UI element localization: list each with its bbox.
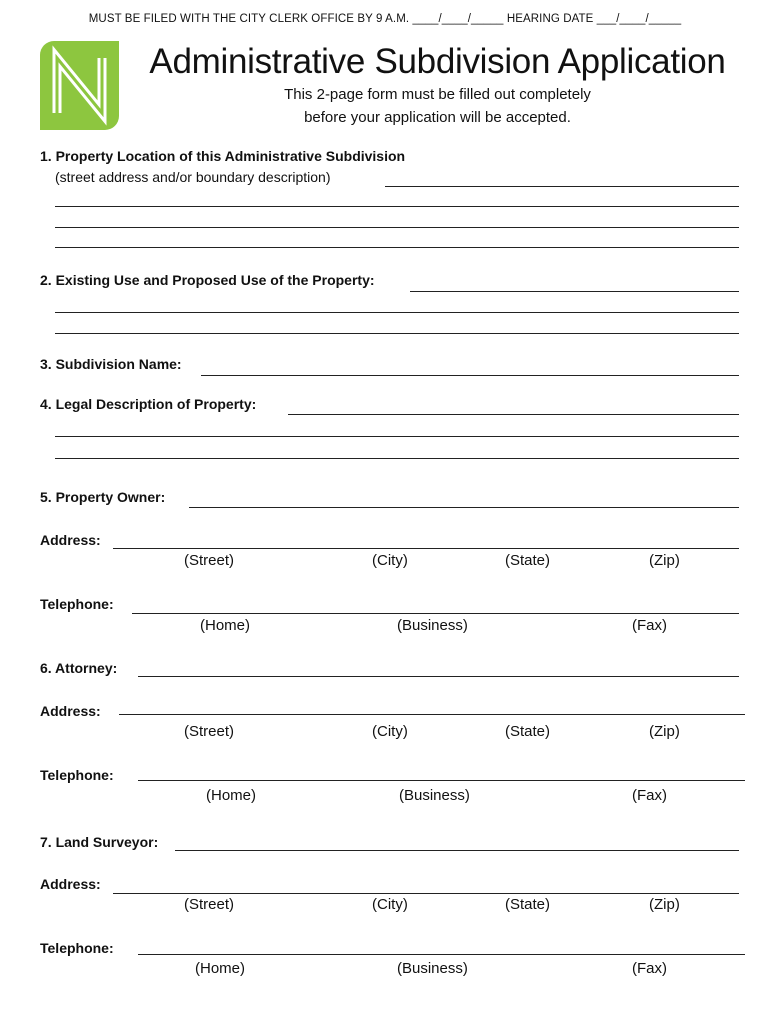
property-location-field-line-4[interactable] [55, 247, 739, 248]
n-letter-logo-icon [40, 41, 119, 130]
property-location-sublabel: (street address and/or boundary description) [55, 169, 331, 185]
surveyor-telephone-label: Telephone: [40, 940, 114, 956]
legal-description-label: 4. Legal Description of Property: [40, 396, 257, 412]
attorney-label: 6. Attorney: [40, 660, 118, 676]
attorney-telephone-field[interactable] [138, 780, 745, 781]
land-surveyor-label: 7. Land Surveyor: [40, 834, 159, 850]
property-owner-label: 5. Property Owner: [40, 489, 166, 505]
owner-city-caption: (City) [372, 552, 408, 569]
surveyor-address-field[interactable] [113, 893, 739, 894]
attorney-address-label: Address: [40, 703, 101, 719]
attorney-state-caption: (State) [505, 723, 551, 740]
property-use-label: 2. Existing Use and Proposed Use of the Property: [40, 272, 375, 288]
subtitle-line-1: This 2-page form must be filled out completely [284, 86, 591, 103]
owner-fax-caption: (Fax) [632, 617, 667, 634]
attorney-street-caption: (Street) [184, 723, 235, 740]
legal-description-field-line-3[interactable] [55, 458, 739, 459]
property-location-field-line-3[interactable] [55, 227, 739, 228]
subdivision-name-label: 3. Subdivision Name: [40, 356, 182, 372]
owner-home-caption: (Home) [200, 617, 251, 634]
surveyor-business-caption: (Business) [397, 960, 468, 977]
owner-address-field[interactable] [113, 548, 739, 549]
surveyor-street-caption: (Street) [184, 896, 235, 913]
attorney-home-caption: (Home) [206, 787, 257, 804]
owner-telephone-label: Telephone: [40, 596, 114, 612]
surveyor-fax-caption: (Fax) [632, 960, 667, 977]
attorney-address-field[interactable] [119, 714, 745, 715]
surveyor-zip-caption: (Zip) [649, 896, 680, 913]
owner-telephone-field[interactable] [132, 613, 739, 614]
property-use-field-line-2[interactable] [55, 312, 739, 313]
property-owner-name-field[interactable] [189, 507, 739, 508]
property-use-field[interactable] [410, 291, 739, 292]
legal-description-field-line-2[interactable] [55, 436, 739, 437]
page-title: Administrative Subdivision Application [149, 42, 726, 81]
property-location-label: 1. Property Location of this Administrative Subdivision [40, 148, 406, 164]
subdivision-name-field[interactable] [201, 375, 739, 376]
filing-deadline-note: MUST BE FILED WITH THE CITY CLERK OFFICE BY 9 A.M. ____/____/_____ HEARING DATE ___/____/_____ [88, 13, 682, 25]
legal-description-field[interactable] [288, 414, 739, 415]
subtitle-line-2: before your application will be accepted. [304, 109, 571, 126]
logo [40, 41, 119, 130]
surveyor-state-caption: (State) [505, 896, 551, 913]
owner-zip-caption: (Zip) [649, 552, 680, 569]
surveyor-telephone-field[interactable] [138, 954, 745, 955]
attorney-telephone-label: Telephone: [40, 767, 114, 783]
owner-address-label: Address: [40, 532, 101, 548]
surveyor-home-caption: (Home) [195, 960, 246, 977]
owner-business-caption: (Business) [397, 617, 468, 634]
surveyor-city-caption: (City) [372, 896, 408, 913]
attorney-zip-caption: (Zip) [649, 723, 680, 740]
property-use-field-line-3[interactable] [55, 333, 739, 334]
attorney-name-field[interactable] [138, 676, 739, 677]
owner-street-caption: (Street) [184, 552, 235, 569]
land-surveyor-name-field[interactable] [175, 850, 739, 851]
attorney-fax-caption: (Fax) [632, 787, 667, 804]
owner-state-caption: (State) [505, 552, 551, 569]
attorney-business-caption: (Business) [399, 787, 470, 804]
property-location-field[interactable] [385, 186, 739, 187]
surveyor-address-label: Address: [40, 876, 101, 892]
attorney-city-caption: (City) [372, 723, 408, 740]
property-location-field-line-2[interactable] [55, 206, 739, 207]
